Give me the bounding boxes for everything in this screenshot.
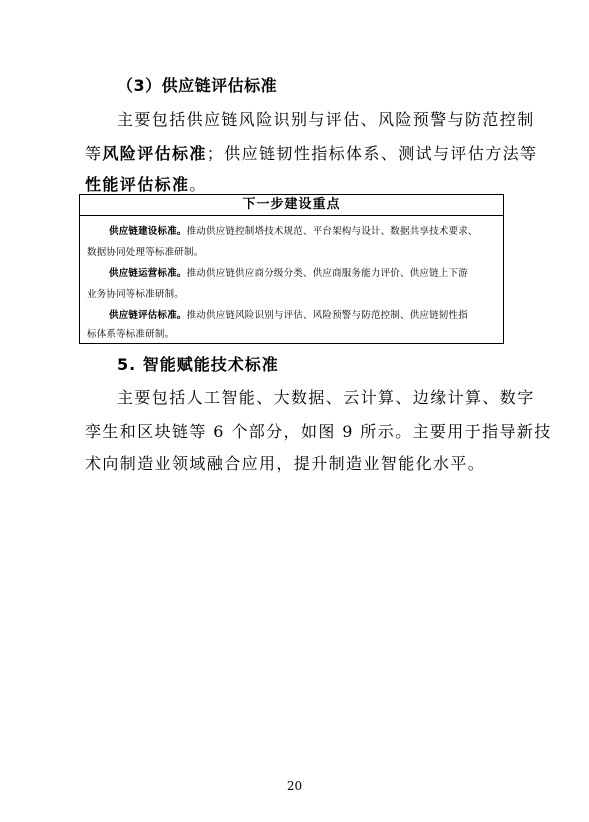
box-item-text: 推动供应链控制塔技术规范、平台架构与设计、数据共享技术要求、 — [186, 226, 478, 237]
box-item-text: 推动供应链风险识别与评估、风险预警与防范控制、供应链韧性指 — [186, 310, 468, 321]
paragraph-text: ；供应链韧性指标体系、测试与评估方法等 — [206, 144, 538, 163]
section-heading-supply-chain-evaluation: （3）供应链评估标准 — [117, 76, 278, 95]
bold-term: 风险评估标准 — [102, 144, 207, 163]
box-item-text: 推动供应链供应商分级分类、供应商服务能力评价、供应链上下游 — [186, 268, 468, 279]
paragraph-line: 术向制造业领域融合应用，提升制造业智能化水平。 — [85, 454, 486, 473]
box-item-line: 业务协同等标准研制。 — [87, 289, 185, 300]
paragraph-line: 主要包括供应链风险识别与评估、风险预警与防范控制 — [117, 110, 535, 129]
paragraph-line: 主要包括人工智能、大数据、云计算、边缘计算、数字 — [117, 388, 535, 407]
paragraph-line — [85, 172, 207, 195]
paragraph-line: 孪生和区块链等 6 个部分，如图 9 所示。主要用于指导新技 — [85, 422, 552, 441]
page-number: 20 — [286, 779, 303, 793]
box-item-line — [109, 223, 478, 237]
paragraph-text: 。 — [189, 175, 207, 194]
box-item-keyword: 供应链评估标准。 — [109, 310, 187, 321]
box-item-keyword: 供应链建设标准。 — [109, 226, 187, 237]
box-item-line: 标体系等标准研制。 — [87, 329, 175, 340]
box-title: 下一步建设重点 — [80, 195, 503, 216]
box-item-line: 数据协同处理等标准研制。 — [87, 247, 204, 258]
box-item-keyword: 供应链运营标准。 — [109, 268, 187, 279]
next-steps-box — [79, 194, 504, 344]
bold-term: 性能评估标准 — [85, 175, 190, 194]
paragraph-line — [85, 141, 537, 164]
section-heading-intelligent-enabling: 5. 智能赋能技术标准 — [117, 355, 279, 374]
paragraph-text: 等 — [85, 144, 103, 163]
box-item-line — [109, 307, 468, 321]
box-item-line — [109, 265, 468, 279]
